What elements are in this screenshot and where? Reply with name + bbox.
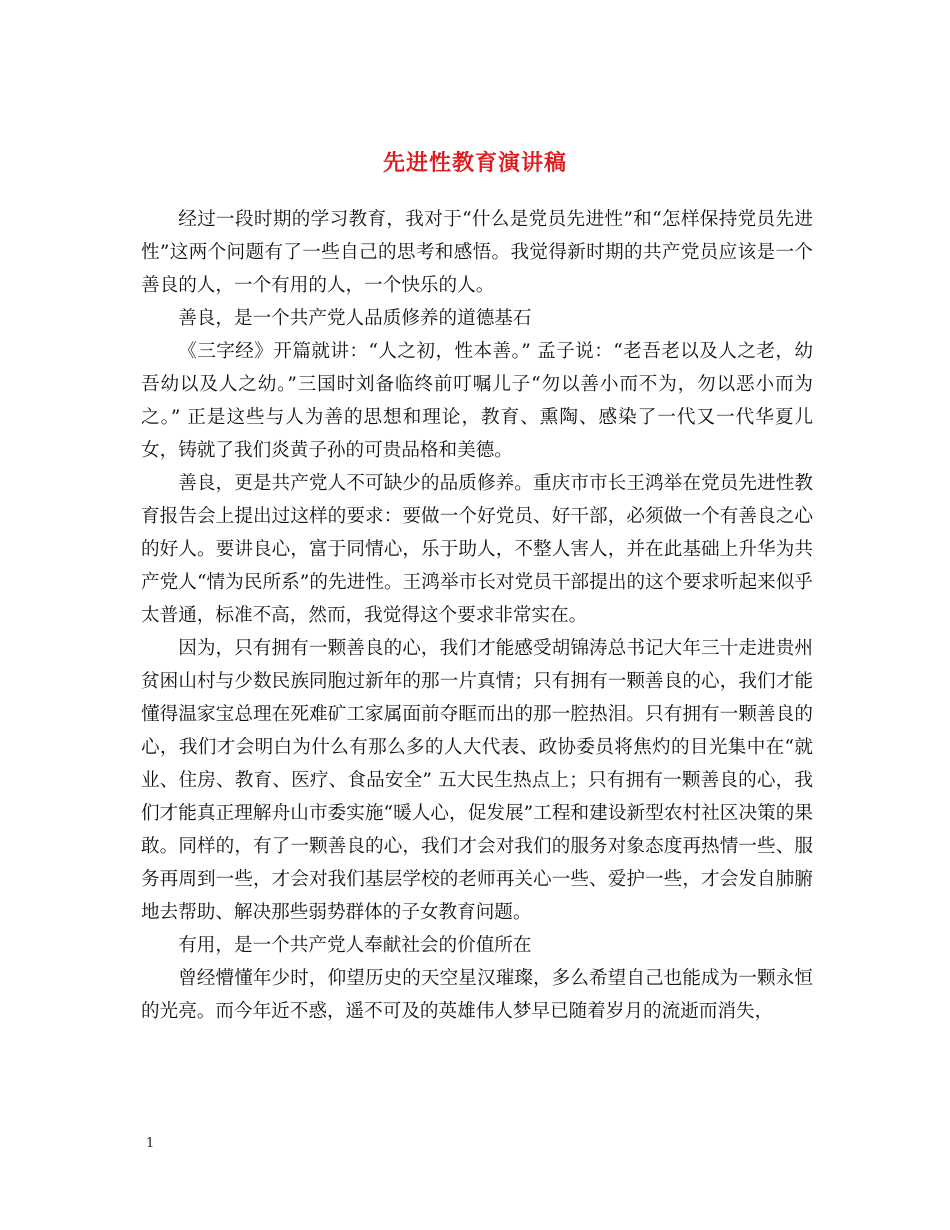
paragraph: 《三字经》开篇就讲：“人之初，性本善。” 孟子说：“老吾老以及人之老，幼吾幼以及人之幼。”三国时刘备临终前叮嘱儿子“勿以善小而不为，勿以恶小而为之。” 正是这些与人为善的思想和理论，教育、熏陶、感染了一代又一代华夏儿女，铸就了我们炎黄子孙的可贵品格和美德。 bbox=[141, 341, 813, 461]
paragraph: 善良，更是共产党人不可缺少的品质修养。重庆市市长王鸿举在党员先进性教育报告会上提出过这样的要求：要做一个好党员、好干部，必须做一个有善良之心的好人。要讲良心，富于同情心，乐于助人，不整人害人，并在此基础上升华为共产党人“情为民所系”的先进性。王鸿举市长对党员干部提出的这个要求听起来似乎太普通，标准不高，然而，我觉得这个要求非常实在。 bbox=[141, 473, 813, 626]
section-heading: 有用，是一个共产党人奉献社会的价值所在 bbox=[178, 935, 532, 956]
page-number: 1 bbox=[146, 1136, 155, 1151]
paragraph: 曾经懵懂年少时，仰望历史的天空星汉璀璨，多么希望自己也能成为一颗永恒的光亮。而今年近不惑，遥不可及的英雄伟人梦早已随着岁月的流逝而消失， bbox=[141, 968, 813, 1022]
document-body bbox=[141, 203, 813, 1028]
paragraph: 经过一段时期的学习教育，我对于“什么是党员先进性”和“怎样保持党员先进性”这两个问题有了一些自己的思考和感悟。我觉得新时期的共产党员应该是一个善良的人，一个有用的人，一个快乐的人。 bbox=[141, 209, 813, 296]
document-title: 先进性教育演讲稿 bbox=[382, 149, 567, 176]
paragraph: 因为，只有拥有一颗善良的心，我们才能感受胡锦涛总书记大年三十走进贵州贫困山村与少数民族同胞过新年的那一片真情；只有拥有一颗善良的心，我们才能懂得温家宝总理在死难矿工家属面前夺眶而出的那一腔热泪。只有拥有一颗善良的心，我们才会明白为什么有那么多的人大代表、政协委员将焦灼的目光集中在“就业、住房、教育、医疗、食品安全” 五大民生热点上；只有拥有一颗善良的心，我们才能真正理解舟山市委实施“暖人心，促发展”工程和建设新型农村社区决策的果敢。同样的，有了一颗善良的心，我们才会对我们的服务对象态度再热情一些、服务再周到一些，才会对我们基层学校的老师再关心一些、爱护一些，才会发自肺腑地去帮助、解决那些弱势群体的子女教育问题。 bbox=[141, 638, 813, 923]
section-heading: 善良，是一个共产党人品质修养的道德基石 bbox=[178, 308, 532, 329]
